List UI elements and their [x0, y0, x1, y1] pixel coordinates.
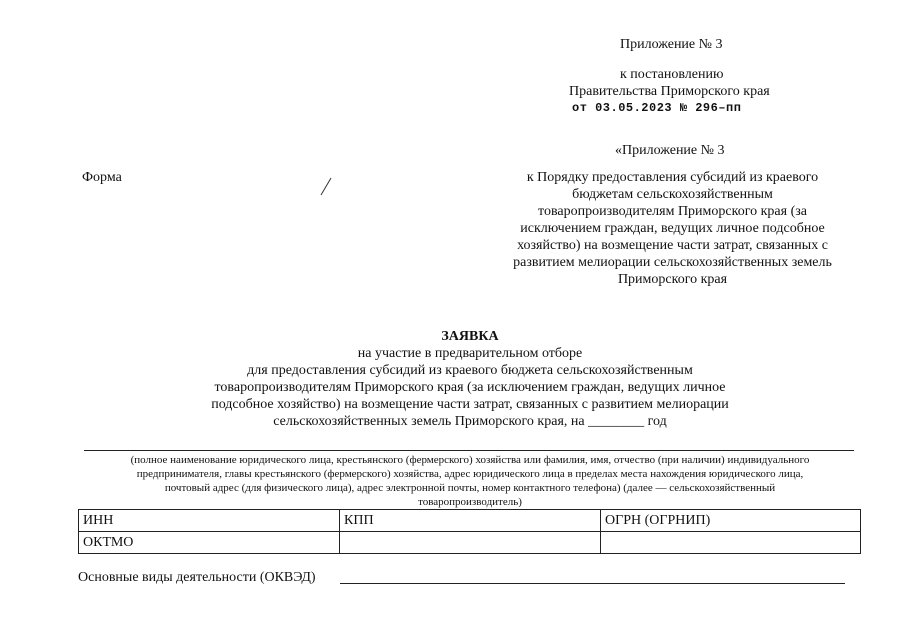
ogrn-cell[interactable]: ОГРН (ОГРНИП) [601, 510, 861, 532]
application-line: сельскохозяйственных земель Приморского края, на ________ год [273, 414, 667, 429]
government-label: Правительства Приморского края [569, 84, 770, 99]
inn-cell[interactable]: ИНН [79, 510, 340, 532]
table-row [79, 510, 861, 532]
pen-mark [318, 176, 334, 198]
annex-line: Приморского края [617, 272, 728, 287]
activities-label: Основные виды деятельности (ОКВЭД) [78, 570, 316, 585]
annex-line: к Порядку предоставления субсидий из краевого [526, 170, 819, 185]
annex-line: бюджетам сельскохозяйственным [572, 187, 773, 202]
resolution-label: к постановлению [620, 67, 724, 82]
date-number-stamp: от 03.05.2023 № 296–пп [572, 101, 742, 115]
caption-line: предпринимателя, главы крестьянского (фермерского) хозяйства, адрес юридического лица в пределах места нахождения юридического лица, [136, 468, 804, 480]
application-line: подсобное хозяйство) на возмещение части затрат, связанных с развитием мелиорации [211, 397, 729, 412]
annex-line: исключением граждан, ведущих личное подсобное [520, 221, 825, 236]
application-block [150, 328, 790, 430]
caption-line: товаропроизводитель) [418, 496, 522, 508]
annex-title: «Приложение № 3 [615, 143, 725, 158]
annex-line: развитием мелиорации сельскохозяйственных земель [513, 255, 832, 270]
application-title: ЗАЯВКА [441, 329, 499, 344]
caption-line: почтовый адрес (для физического лица), адрес электронной почты, номер контактного телефона) (далее — сельскохозяйственный [164, 482, 776, 494]
identifier-table [78, 509, 861, 554]
activities-field[interactable] [340, 583, 845, 584]
annex-line: хозяйство) на возмещение части затрат, связанных с [517, 238, 828, 253]
empty-cell[interactable] [340, 532, 601, 554]
caption-line: (полное наименование юридического лица, крестьянского (фермерского) хозяйства или фамилия, имя, отчество (при наличии) индивидуального [130, 454, 810, 466]
applicant-name-field[interactable] [84, 450, 854, 451]
appendix-label: Приложение № 3 [620, 37, 723, 52]
empty-cell[interactable] [601, 532, 861, 554]
kpp-cell[interactable]: КПП [340, 510, 601, 532]
table-row [79, 532, 861, 554]
oktmo-cell[interactable]: ОКТМО [79, 532, 340, 554]
application-line: товаропроизводителям Приморского края (за исключением граждан, ведущих личное [214, 380, 726, 395]
annex-line: товаропроизводителям Приморского края (за [538, 204, 807, 219]
application-line: для предоставления субсидий из краевого бюджета сельскохозяйственным [247, 363, 693, 378]
applicant-caption [80, 453, 860, 509]
annex-text [490, 169, 855, 288]
form-label: Форма [82, 170, 122, 185]
application-line: на участие в предварительном отборе [357, 346, 583, 361]
